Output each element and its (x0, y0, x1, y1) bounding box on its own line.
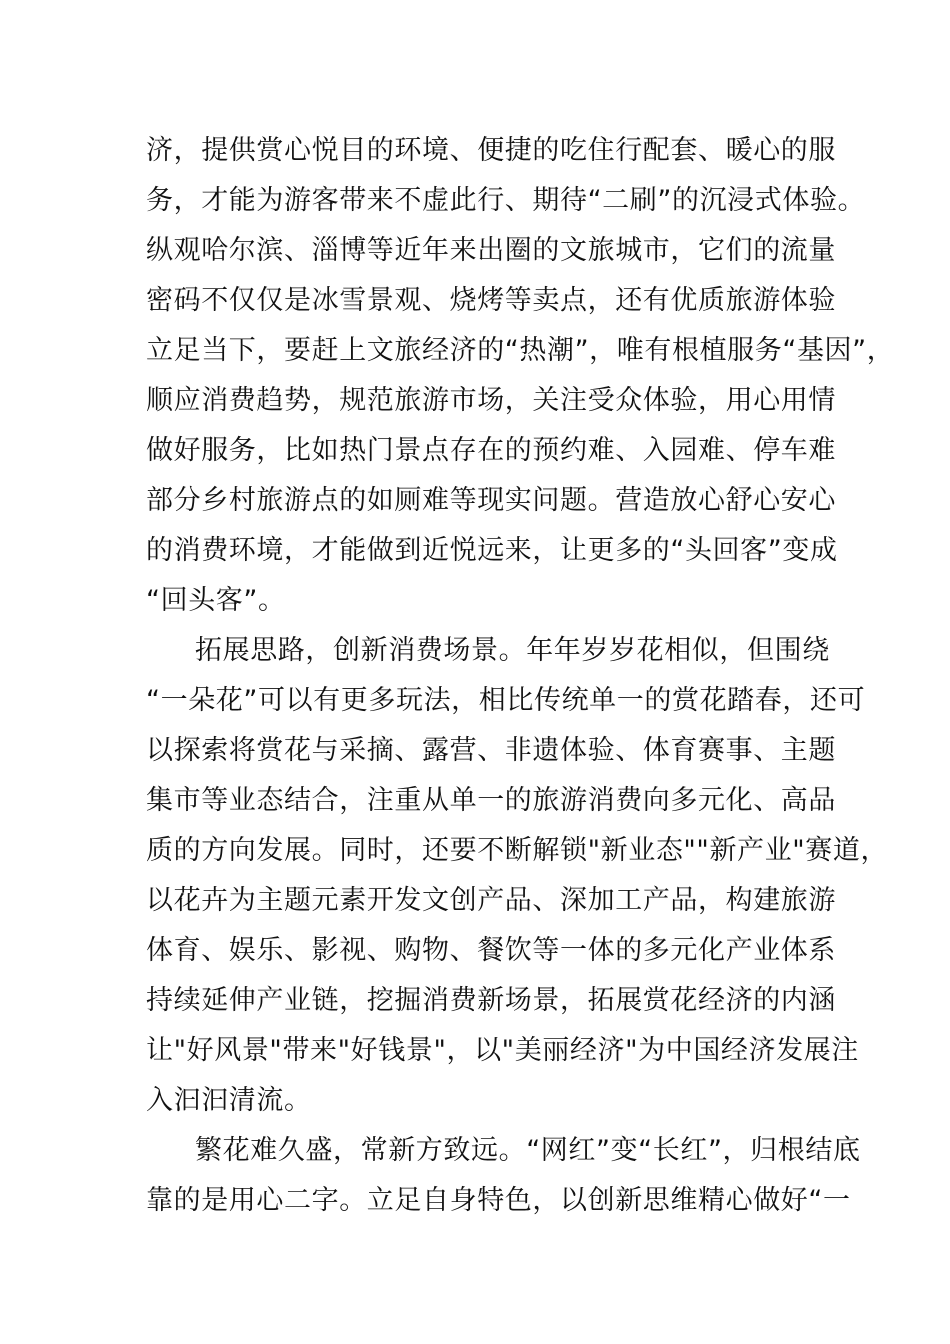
text-line: 务，才能为游客带来不虚此行、期待“二刷”的沉浸式体验。 (146, 185, 866, 216)
paragraph-first-line: 繁花难久盛，常新方致远。“网红”变“长红”，归根结底 (195, 1135, 861, 1166)
text-line: 部分乡村旅游点的如厕难等现实问题。营造放心舒心安心 (146, 485, 836, 516)
paragraph-first-line: 拓展思路，创新消费场景。年年岁岁花相似，但围绕 (195, 635, 830, 666)
text-line: 体育、娱乐、影视、购物、餐饮等一体的多元化产业体系 (146, 935, 836, 966)
text-line: 以探索将赏花与采摘、露营、非遗体验、体育赛事、主题 (146, 735, 836, 766)
text-line: 立足当下，要赶上文旅经济的“热潮”，唯有根植服务“基因”， (146, 335, 895, 366)
text-line: 密码不仅仅是冰雪景观、烧烤等卖点，还有优质旅游体验 (146, 285, 836, 316)
text-line: 靠的是用心二字。立足自身特色，以创新思维精心做好“一 (146, 1185, 851, 1216)
text-line: 顺应消费趋势，规范旅游市场，关注受众体验，用心用情 (146, 385, 836, 416)
text-line: “一朵花”可以有更多玩法，相比传统单一的赏花踏春，还可 (146, 685, 866, 716)
text-line: 让"好风景"带来"好钱景"，以"美丽经济"为中国经济发展注 (146, 1035, 859, 1066)
text-line: 纵观哈尔滨、淄博等近年来出圈的文旅城市，它们的流量 (146, 235, 836, 266)
text-line: 做好服务，比如热门景点存在的预约难、入园难、停车难 (146, 435, 836, 466)
text-line: 持续延伸产业链，挖掘消费新场景，拓展赏花经济的内涵 (146, 985, 836, 1016)
text-line: 质的方向发展。同时，还要不断解锁"新业态""新产业"赛道， (146, 835, 889, 866)
text-line: 以花卉为主题元素开发文创产品、深加工产品，构建旅游 (146, 885, 836, 916)
text-line: 集市等业态结合，注重从单一的旅游消费向多元化、高品 (146, 785, 836, 816)
text-line: “回头客”。 (146, 585, 286, 616)
text-line: 济，提供赏心悦目的环境、便捷的吃住行配套、暖心的服 (146, 135, 836, 166)
text-line: 的消费环境，才能做到近悦远来，让更多的“头回客”变成 (146, 535, 838, 566)
text-line: 入汩汩清流。 (146, 1085, 312, 1116)
